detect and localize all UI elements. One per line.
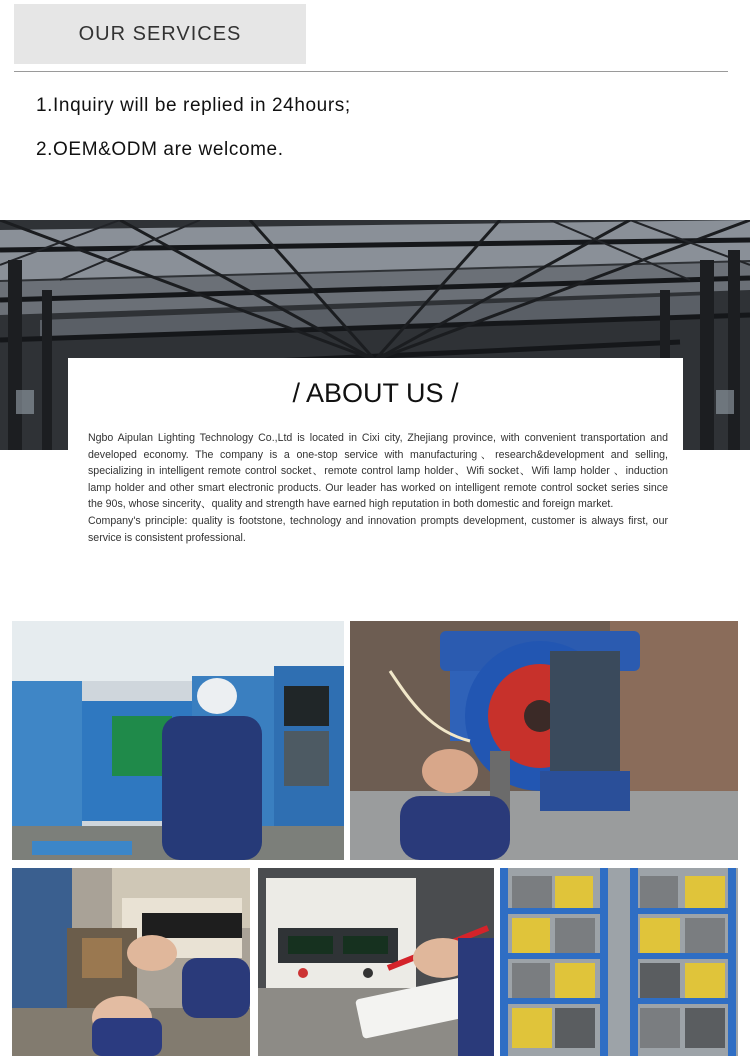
electrical-testing-photo: [258, 868, 494, 1056]
about-us-card: [68, 358, 683, 583]
about-us-title: / ABOUT US /: [292, 378, 459, 408]
mold-storage-rack-photo: [500, 868, 738, 1056]
injection-molding-photo: [12, 621, 344, 860]
services-heading: OUR SERVICES: [78, 23, 242, 45]
service-item-oem-odm: 2.OEM&ODM are welcome.: [36, 139, 284, 160]
about-paragraph-company: Ngbo Aipulan Lighting Technology Co.,Ltd is located in Cixi city, Zhejiang province, with convenient transportation and developed economy. The company is a one-stop service with manufacturing、research&development and selling, specializing in intelligent remote control socket、remote control lamp holder、Wifi socket、Wifi lamp holder 、induction lamp holder and other smart electronic products. Our leader has worked on intelligent remote control socket series since the 90s, whose sincerity、quality and strength have earned high reputation in both domestic and foreign market.: [88, 432, 668, 511]
about-us-body: [88, 430, 668, 546]
punch-press-photo: [350, 621, 738, 860]
assembly-bench-photo: [12, 868, 250, 1056]
about-paragraph-principle: Company's principle: quality is footstone, technology and innovation prompts development, customer is always first, our service is consistent professional.: [88, 514, 668, 544]
service-item-inquiry: 1.Inquiry will be replied in 24hours;: [36, 95, 351, 116]
section-divider: [14, 71, 728, 72]
services-heading-tab: [14, 4, 306, 64]
